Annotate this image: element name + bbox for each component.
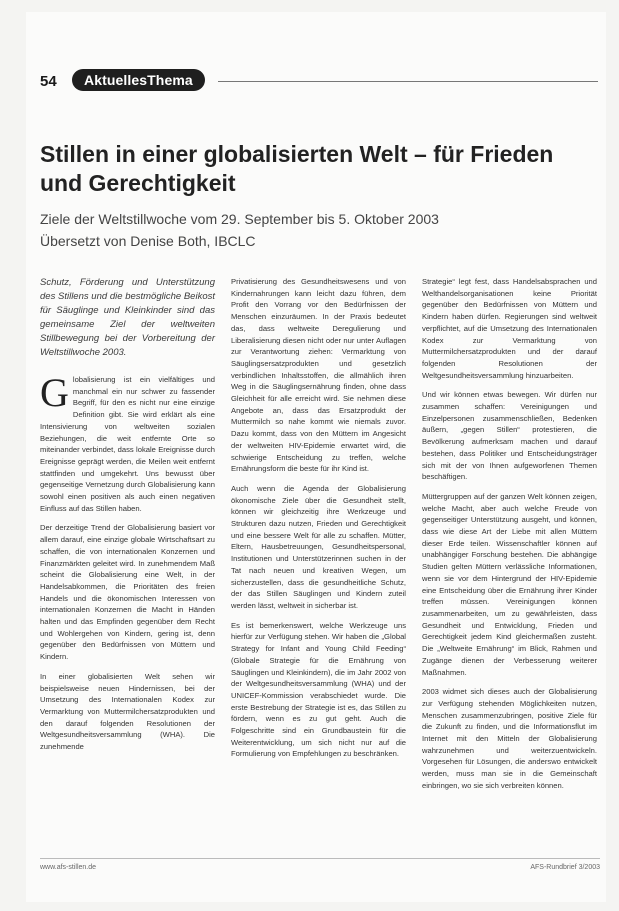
page-number: 54 [40, 73, 57, 90]
article-title: Stillen in einer globalisierten Welt – für Frieden und Gerechtigkeit [40, 141, 554, 196]
drop-cap: G [40, 370, 69, 415]
paragraph: 2003 widmet sich dieses auch der Globalisierung zur Verfügung stehenden Möglichkeiten nutzen, Menschen zusammenzubringen, positive Ziele für die Zukunft zu finden, und die Informationsflut im Internet mit den Mitteln der Globalisierung wahrzunehmen und weiterzuentwickeln. Vorgesehen für Lösungen, die anderswo entwickelt werden, muss man sie in die Gemeinschaft einbringen, wo sie sich verbreiten können. [422, 687, 597, 790]
paragraph: In einer globalisierten Welt sehen wir beispielsweise neuen Hindernissen, bei der Umsetzung des Internationalen Kodex zur Vermarktung von Muttermilchersatzprodukten und den darauf folgenden Resolutionen der Weltgesundheitsversammlung (WHA). Die zunehmende [40, 671, 215, 752]
text-column-1 [40, 276, 215, 761]
article-translator: Übersetzt von Denise Both, IBCLC [40, 233, 256, 249]
paragraph: Auch wenn die Agenda der Globalisierung ökonomische Ziele über die Gesundheit stellt, können wir gleichzeitig ihre Werkzeuge und Strukturen dazu nutzen, Frieden und Gerechtigkeit und eine bessere Welt für alle zu schaffen. Mütter, Eltern, Hausbetreuungen, Gesundheitspersonal, Institutionen und Unterstützerinnen suchen in der Tat nach neuen und kreativen Wegen, um sicherzustellen, dass die gesundheitliche Schutz, der das Stillen Säuglingen und Kindern zuteil werden lässt, weltweit in sicherbar ist. [231, 483, 406, 610]
paragraph: Und wir können etwas bewegen. Wir dürfen nur zusammen schaffen: Vereinigungen und Einzelpersonen zusammenschließen, Bedenken äußern, „gegen Stillen“ protestieren, die Bevölkerung aufmerksam machen und darauf bestehen, dass Politiker und Entscheidungsträger sich mit der von Ihnen aufgeworfenen Themen beschäftigen. [422, 390, 597, 482]
footer-issue: AFS-Rundbrief 3/2003 [530, 864, 600, 871]
paragraph: Strategie“ legt fest, dass Handelsabsprachen und Welthandelsorganisationen keine Priorität gegenüber den Bedürfnissen von Müttern und Kindern haben dürfen. Regierungen sind weltweit verpflichtet, auf die Umsetzung des Internationalen Kodex zur Vermarktung von Muttermilchersatzprodukten und der darauf folgenden Resolutionen der Weltgesundheitsversammlung hinzuarbeiten. [422, 277, 597, 380]
header-rule [218, 81, 598, 82]
paragraph [40, 370, 215, 514]
text-column-2 [231, 276, 406, 768]
paragraph: Es ist bemerkenswert, welche Werkzeuge uns hierfür zur Verfügung stehen. Wir haben die „Global Strategy for Infant and Young Child Feeding“ (Globale Strategie für die Ernährung von Säuglingen und Kleinkindern), die im Jahr 2002 von der Weltgesundheitsversammlung (WHA) und der UNICEF-Kommission verabschiedet wurde. Die erste Bestrebung der Strategie ist es, das Stillen zu fördern, wenn es zu gut geht. Auch die Folgeschritte sind ein Grundbaustein für die Weiterentwicklung, um sich nicht nur auf die Formulierung von Empfehlungen zu beschränken. [231, 620, 406, 759]
footer-website: www.afs-stillen.de [40, 864, 97, 871]
page-footer [40, 864, 600, 876]
section-label: AktuellesThema [72, 69, 205, 91]
article-lead: Schutz, Förderung und Unterstützung des Stillens und die bestmögliche Beikost für Säuglinge und Kleinkinder sind das gemeinsame Ziel der weltweiten Stillbewegung bei der Vorbereitung der Weltstillwoche 2003. [40, 277, 215, 358]
paragraph: Privatisierung des Gesundheitswesens und von Kindernahrungen kann leicht dazu führen, dem Profit den Vorrang vor den Bedürfnissen der Menschen einzuräumen. In der Praxis bedeutet das, dass weltweite Deregulierung und Liberalisierung diesen nicht oder nur unter Auflagen zur Verantwortung ziehen: Vermarktung von Säuglingsersatzprodukten und gesetzlich verbindlichen Inhaltsstoffen, die allmählich ihren Weg in die Säuglingsernährung finden, ohne dass Gleichheit für alle erreicht wird. Sie nehmen diese Angebote an, dass das Ersatzprodukt der Muttermilch so nahe kommt wie niemals zuvor. Dazu kommt, dass von den Müttern im Angesicht der weltweiten HIV-Epidemie erwartet wird, die schwierige Entscheidung zu treffen, welche Ernährungsform die beste für ihr Kind ist. [231, 277, 406, 474]
text-column-3 [422, 276, 597, 800]
footer-rule [40, 858, 600, 859]
page-sheet [26, 12, 606, 902]
paragraph-text: lobalisierung ist ein vielfältiges und manchmal ein nur schwer zu fassender Begriff, für den es nicht nur eine einzige Definition gibt. Sie wird erklärt als eine Intensivierung von weltweiten sozialen Beziehungen, die weit entfernte Orte so miteinander verbindet, dass lokale Ereignisse durch Ereignisse geprägt werden, die Meilen weit entfernt stattfinden und umgekehrt. Uns bewusst über gegenseitige Vernetzung durch Globalisierung kann sowohl einen positiven als auch einen negativen Einfluss auf das Stillen haben. [40, 375, 215, 513]
paragraph: Der derzeitige Trend der Globalisierung basiert vor allem darauf, eine einzige globale Wirtschaftsart zu schaffen, die von internationalen Konzernen und Finanzmärkten geleitet wird. In zunehmendem Maß scheint die Globalisierung eine Welt, in der Handelsabkommen, die Prioritäten des freien Handels und die ökonomischen Interessen von internationalen Konzernen die Macht in Händen halten und das Empfinden gegenüber dem Recht und Wohlergehen von Kindern, gering ist, denn gegenüber den Bedürfnissen von Müttern und Kindern. [40, 523, 215, 662]
paragraph: Müttergruppen auf der ganzen Welt können zeigen, welche Macht, aber auch welche Freude von gegenseitiger Unterstützung ausgeht, und können, dass wie diese Art der Liebe mit allen Müttern dieser Erde teilen. Wissenschaftler können auf unabhängiger Forschung bestehen. Die abhängige Studien gelten Müttern verlässliche Informationen, wenn sie vor dem Hintergrund der HIV-Epidemie eine Entscheidung über die Ernährung ihrer Kinder treffen müssen. Vereinigungen können zusammenarbeiten, um zu gewährleisten, dass Gesundheit und Entwicklung, Frieden und Gerechtigkeit jedem Kind gleichermaßen zusteht. Die „Weltweite Ernährung“ im Blick, Rahmen und Zugänge dienen der Verbesserung weiterer Maßnahmen. [422, 491, 597, 677]
page-header [40, 67, 600, 95]
article-subtitle: Ziele der Weltstillwoche vom 29. September bis 5. Oktober 2003 [40, 211, 439, 227]
